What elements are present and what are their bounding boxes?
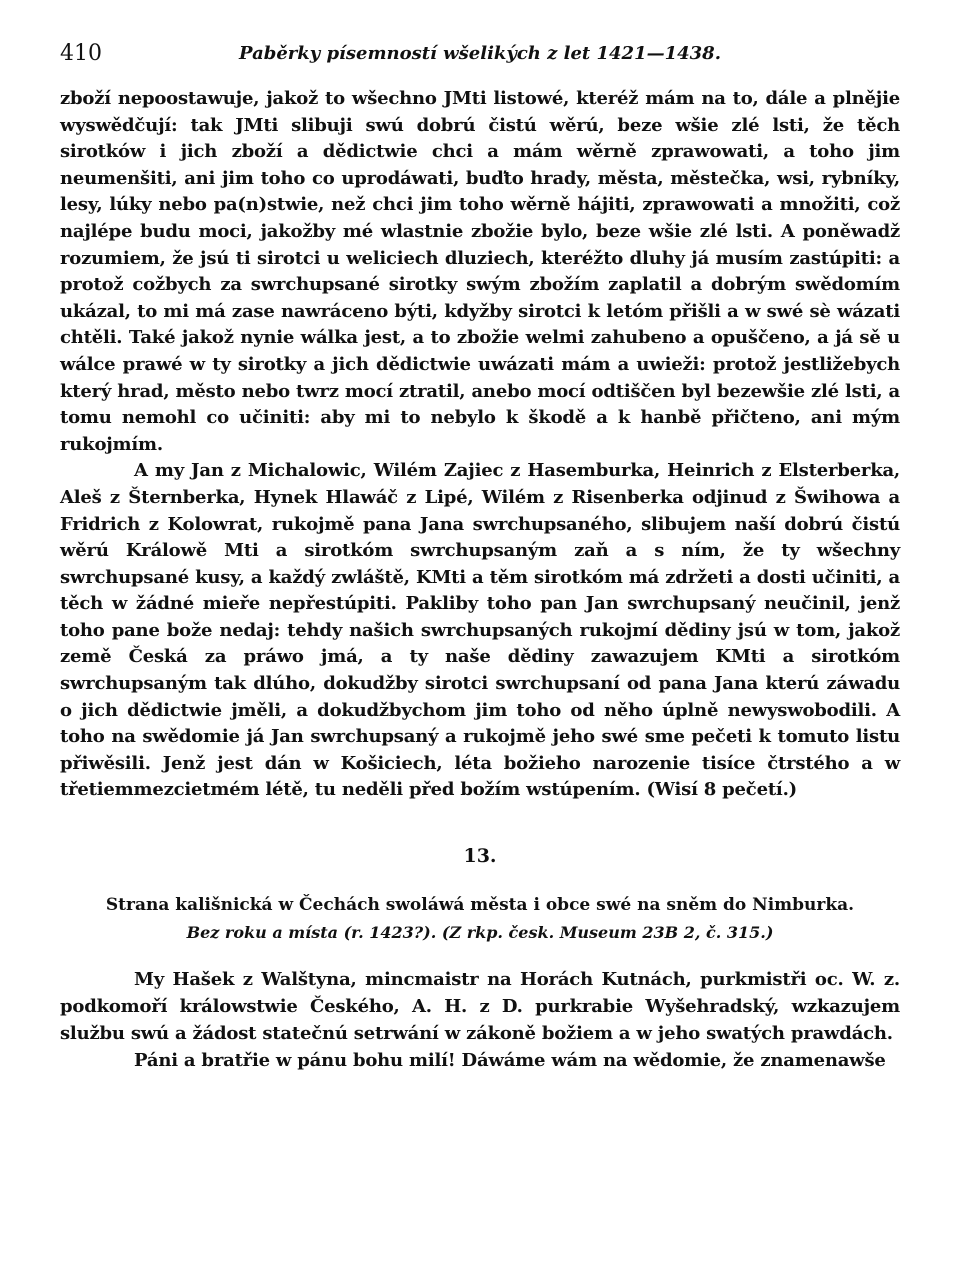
body-text bbox=[60, 86, 900, 1074]
paragraph-address: Páni a bratřie w pánu bohu milí! Dáwáme wám na wědomie, že znamenawše bbox=[134, 1050, 886, 1072]
running-title: Paběrky písemností wšelikých z let 1421—1438. bbox=[239, 43, 721, 64]
section-number: 13. bbox=[463, 845, 497, 868]
paragraph-continuation: zboží nepoostawuje, jakož to wšechno JMti listowé, kteréž mám na to, dále a plnějie wyswědčují: tak JMti slibuji swú dobrú čistú wěrú, beze wšie zlé lsti, že těch sirotków i jich zboží a dědictwie chci a mám wěrně zprawowati, a toho jim neumenšiti, ani jim toho co uprodáwati, buďto hrady, města, městečka, wsi, rybníky, lesy, lúky nebo pa(n)stwie, než chci jim toho wěrně hájiti, zprawowati a množiti, což najlépe budu moci, jakožby mé wlastnie zbožie bylo, beze wšie zlé lsti. A poněwadž rozumiem, že jsú ti sirotci u weliciech dluziech, kteréžto dluhy já musím zastúpiti: a protož cožbych za swrchupsané sirotky swým zbožím zaplatil a dobrým swědomím ukázal, to mi má zase nawráceno býti, kdyžby sirotci k letóm přišli a w swé sè wázati chtěli. Také jakož nynie wálka jest, a to zbožie welmi zahubeno a opuščeno, a já sě u wálce prawé w ty sirotky a jich dědictwie uwázati mám a uwieži: protož jestližebych který hrad, město nebo twrz mocí ztratil, anebo mocí odtiščen byl bezewšie zlé lsti, a tomu nemohl co učiniti: aby mi to nebylo k škodě a k hanbě přičteno, ani mým rukojmím. bbox=[60, 88, 900, 455]
page-number: 410 bbox=[60, 41, 102, 66]
paragraph-salutation: My Hašek z Walštyna, mincmaistr na Horách Kutnách, purkmistři oc. W. z. podkomoří králowstwie Českého, A. H. z D. purkrabie Wyšehradský, wzkazujem službu swú a žádost statečnú setrwání w zákoně božiem a w jeho swatých prawdách. bbox=[60, 969, 900, 1045]
document-title: Strana kališnická w Čechách swoláwá města i obce swé na sněm do Nimburka. bbox=[105, 895, 855, 916]
page-header bbox=[60, 34, 900, 74]
paragraph-guarantors: A my Jan z Michalowic, Wilém Zajiec z Hasemburka, Heinrich z Elsterberka, Aleš z Šternberka, Hynek Hlawáč z Lipé, Wilém z Risenberka odjinud z Šwihowa a Fridrich z Kolowrat, rukojmě pana Jana swrchupsaného, slibujem naší dobrú čistú wěrú Králowě Mti a sirotkóm swrchupsaným zaň a s ním, že ty wšechny swrchupsané kusy, a každý zwláště, KMti a těm sirotkóm má zdržeti a dosti učiniti, a těch w žádné mieře nepřestúpiti. Pakliby toho pan Jan swrchupsaný neučinil, jenž toho pane bože nedaj: tehdy našich swrchupsaných rukojmí dědiny jsú w tom, jakož země Česká za práwo jmá, a ty naše dědiny zawazujem KMti a sirotkóm swrchupsaným tak dlúho, dokudžby sirotci swrchupsaní od pana Jana kterú záwadu o jich dědictwie jměli, a dokudžbychom jim toho od něho úplně newyswobodili. A toho na swědomie já Jan swrchupsaný a rukojmě jeho swé sme pečeti k tomuto listu přiwěsili. Jenž jest dán w Košiciech, léta božieho narozenie tisíce čtrstého a w třetiemmezcietmém létě, tu neděli před božím wstúpením. (Wisí 8 pečetí.) bbox=[60, 460, 900, 801]
document-source: Bez roku a místa (r. 1423?). (Z rkp. česk. Museum 23B 2, č. 315.) bbox=[186, 923, 774, 943]
